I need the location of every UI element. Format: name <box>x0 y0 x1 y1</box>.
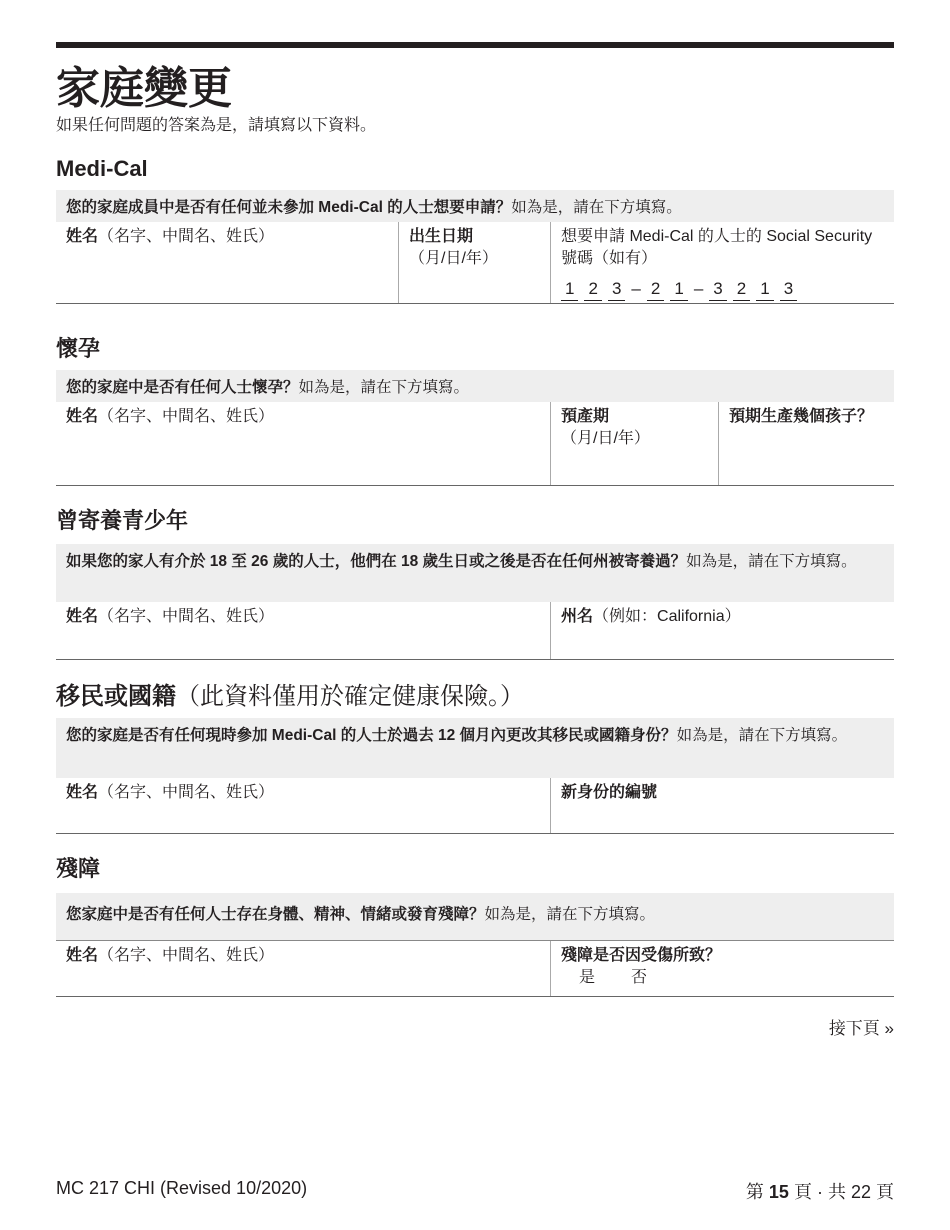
form-row <box>56 602 894 660</box>
instruction: 如為是，請在下方填寫。 <box>511 199 682 216</box>
instruction: 如為是，請在下方填寫。 <box>298 379 470 396</box>
label: 姓名 <box>66 784 99 801</box>
label: 殘障是否因受傷所致？ <box>561 947 722 964</box>
section-foster <box>56 504 894 660</box>
label: （月/日/年） <box>409 250 498 267</box>
name-field[interactable] <box>56 778 550 833</box>
state-field[interactable] <box>550 602 894 659</box>
form-row <box>56 222 894 304</box>
ssn-digit: 2 <box>647 278 664 301</box>
section-heading: 曾寄養青少年 <box>56 508 189 533</box>
label: （名字、中間名、姓氏） <box>98 228 275 245</box>
label: （名字、中間名、姓氏） <box>98 608 275 625</box>
current-page: 15 <box>768 1182 789 1202</box>
label: 姓名 <box>66 947 99 964</box>
question-band <box>56 544 894 602</box>
option-yes[interactable]: 是 <box>579 969 596 986</box>
status-number-field[interactable] <box>550 778 894 833</box>
name-field[interactable] <box>56 602 550 659</box>
ssn-digit: 2 <box>584 278 601 301</box>
label: 姓名 <box>66 608 99 625</box>
ssn-digit: 3 <box>608 278 625 301</box>
ssn-digit: 1 <box>756 278 773 301</box>
section-heading: Medi-Cal <box>56 156 148 181</box>
section-disability <box>56 852 894 997</box>
ssn-digit: 1 <box>561 278 578 301</box>
label: （名字、中間名、姓氏） <box>98 947 275 964</box>
top-rule <box>56 42 894 48</box>
ssn-field[interactable] <box>550 222 894 303</box>
label: （月/日/年） <box>561 430 650 447</box>
injury-field <box>550 941 894 996</box>
form-id: MC 217 CHI (Revised 10/2020) <box>56 1178 308 1198</box>
page-title: 家庭變更 <box>56 64 232 113</box>
form-row <box>56 778 894 834</box>
section-heading: 懷孕 <box>56 336 101 361</box>
ssn-digit: 3 <box>780 278 797 301</box>
question: 您的家庭成員中是否有任何並未參加 Medi-Cal 的人士想要申請？ <box>66 199 512 216</box>
ssn-digit: 2 <box>733 278 750 301</box>
section-heading: 殘障 <box>56 856 101 881</box>
heading: 移民或國籍 <box>56 683 176 710</box>
ssn-digit: 1 <box>670 278 687 301</box>
label: 頁 · 共 22 頁 <box>793 1182 894 1202</box>
question-band <box>56 370 894 402</box>
label: 姓名 <box>66 228 99 245</box>
option-no[interactable]: 否 <box>631 969 648 986</box>
question: 您家庭中是否有任何人士存在身體、精神、情緒或發育殘障？ <box>66 906 485 923</box>
ssn-digit: 3 <box>709 278 726 301</box>
name-field[interactable] <box>56 222 398 303</box>
label: 第 <box>745 1182 764 1202</box>
dob-field[interactable] <box>398 222 550 303</box>
ssn-dash: – <box>693 279 704 298</box>
section-immigration <box>56 676 894 834</box>
question: 您的家庭是否有任何現時參加 Medi-Cal 的人士於過去 12 個月內更改其移民或國籍身份？ <box>66 727 677 744</box>
label: 想要申請 Medi-Cal 的人士的 Social Security 號碼（如有） <box>561 228 873 267</box>
next-page-label: 接下頁 » <box>828 1019 894 1038</box>
label: 出生日期 <box>409 228 474 245</box>
section-medical <box>56 156 894 304</box>
label: 預期生產幾個孩子？ <box>729 408 874 425</box>
intro-text: 如果任何問題的答案為是，請填寫以下資料。 <box>56 117 377 134</box>
label: 新身份的編號 <box>561 784 658 801</box>
label: （名字、中間名、姓氏） <box>98 784 275 801</box>
label: 州名 <box>561 608 594 625</box>
question-band <box>56 190 894 222</box>
label: 姓名 <box>66 408 99 425</box>
page-number <box>746 1178 894 1204</box>
name-field[interactable] <box>56 402 550 485</box>
instruction: 如為是，請在下方填寫。 <box>686 553 857 570</box>
form-row <box>56 940 894 997</box>
section-heading <box>56 676 894 718</box>
instruction: 如為是，請在下方填寫。 <box>484 906 656 923</box>
question: 您的家庭中是否有任何人士懷孕？ <box>66 379 299 396</box>
question: 如果您的家人有介於 18 至 26 歲的人士，他們在 18 歲生日或之後是否在任何州被寄養過？ <box>66 553 687 570</box>
section-pregnancy <box>56 332 894 486</box>
ssn-digits <box>561 278 884 301</box>
name-field[interactable] <box>56 941 550 996</box>
form-row <box>56 402 894 486</box>
heading-note: （此資料僅用於確定健康保險。） <box>176 683 524 710</box>
label: （名字、中間名、姓氏） <box>98 408 275 425</box>
question-band <box>56 718 894 778</box>
label: （例如：California） <box>593 608 741 625</box>
ssn-dash: – <box>631 279 641 298</box>
instruction: 如為是，請在下方填寫。 <box>676 727 848 744</box>
question-band <box>56 893 894 940</box>
babies-field[interactable] <box>718 402 894 485</box>
label: 預產期 <box>561 408 610 425</box>
due-date-field[interactable] <box>550 402 718 485</box>
